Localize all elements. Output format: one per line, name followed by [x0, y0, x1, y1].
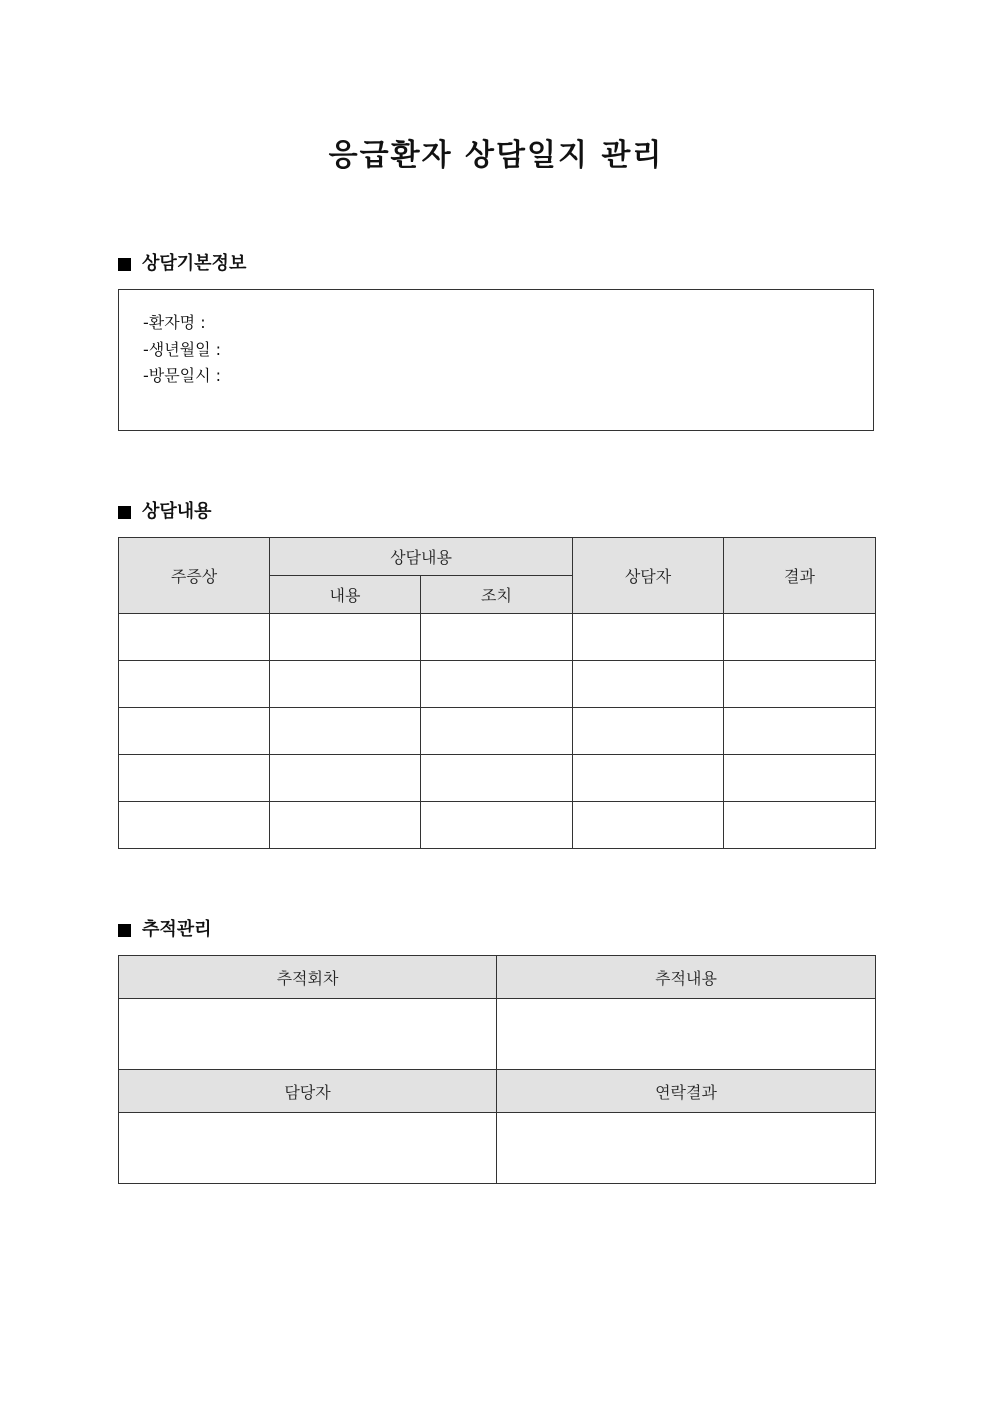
square-bullet-icon: [118, 506, 131, 519]
symptom-cell[interactable]: [119, 755, 270, 802]
manager-cell[interactable]: [119, 1113, 497, 1184]
symptom-cell[interactable]: [119, 802, 270, 849]
table-row: [119, 802, 876, 849]
tracking-header-row: [119, 956, 876, 999]
section-title-basic-info: 상담기본정보: [142, 253, 247, 274]
counselor-cell[interactable]: [573, 802, 724, 849]
section-title-tracking: 추적관리: [142, 919, 212, 940]
header-content: 내용: [270, 576, 421, 614]
result-cell[interactable]: [724, 708, 876, 755]
counselor-cell[interactable]: [573, 661, 724, 708]
symptom-cell[interactable]: [119, 614, 270, 661]
content-cell[interactable]: [270, 755, 421, 802]
tracking-table: [118, 955, 876, 1184]
action-cell[interactable]: [421, 755, 573, 802]
tracking-round-cell[interactable]: [119, 999, 497, 1070]
header-action: 조치: [421, 576, 573, 614]
counselor-cell[interactable]: [573, 614, 724, 661]
content-cell[interactable]: [270, 661, 421, 708]
action-cell[interactable]: [421, 661, 573, 708]
header-tracking-round: 추적회차: [119, 956, 497, 999]
content-cell[interactable]: [270, 614, 421, 661]
symptom-cell[interactable]: [119, 661, 270, 708]
table-row: [119, 708, 876, 755]
contact-result-cell[interactable]: [497, 1113, 876, 1184]
patient-name-line: -환자명 :: [143, 313, 206, 332]
header-manager: 담당자: [119, 1070, 497, 1113]
header-symptom: 주증상: [119, 538, 270, 614]
section-title-consultation: 상담내용: [142, 501, 212, 522]
result-cell[interactable]: [724, 614, 876, 661]
section-heading-tracking: [118, 918, 212, 942]
consultation-table: [118, 537, 876, 849]
tracking-content-cell[interactable]: [497, 999, 876, 1070]
table-row: [119, 661, 876, 708]
tracking-header-row: [119, 1070, 876, 1113]
birth-date-line: -생년월일 :: [143, 339, 222, 359]
table-row: [119, 614, 876, 661]
table-row: [119, 1113, 876, 1184]
content-cell[interactable]: [270, 802, 421, 849]
result-cell[interactable]: [724, 755, 876, 802]
table-row: [119, 755, 876, 802]
square-bullet-icon: [118, 258, 131, 271]
basic-info-box: [118, 289, 874, 431]
header-result: 결과: [724, 538, 876, 614]
consultation-header-row: [119, 538, 876, 576]
action-cell[interactable]: [421, 614, 573, 661]
action-cell[interactable]: [421, 802, 573, 849]
table-row: [119, 999, 876, 1070]
result-cell[interactable]: [724, 661, 876, 708]
header-tracking-content: 추적내용: [497, 956, 876, 999]
header-counselor: 상담자: [573, 538, 724, 614]
header-contact-result: 연락결과: [497, 1070, 876, 1113]
counselor-cell[interactable]: [573, 708, 724, 755]
header-content-group: 상담내용: [270, 538, 573, 576]
result-cell[interactable]: [724, 802, 876, 849]
visit-datetime-line: -방문일시 :: [143, 366, 222, 385]
action-cell[interactable]: [421, 708, 573, 755]
section-heading-consultation: [118, 500, 212, 524]
section-heading-basic-info: [118, 252, 246, 276]
square-bullet-icon: [118, 924, 131, 937]
symptom-cell[interactable]: [119, 708, 270, 755]
counselor-cell[interactable]: [573, 755, 724, 802]
document-title: 응급환자 상담일지 관리: [328, 138, 664, 173]
content-cell[interactable]: [270, 708, 421, 755]
